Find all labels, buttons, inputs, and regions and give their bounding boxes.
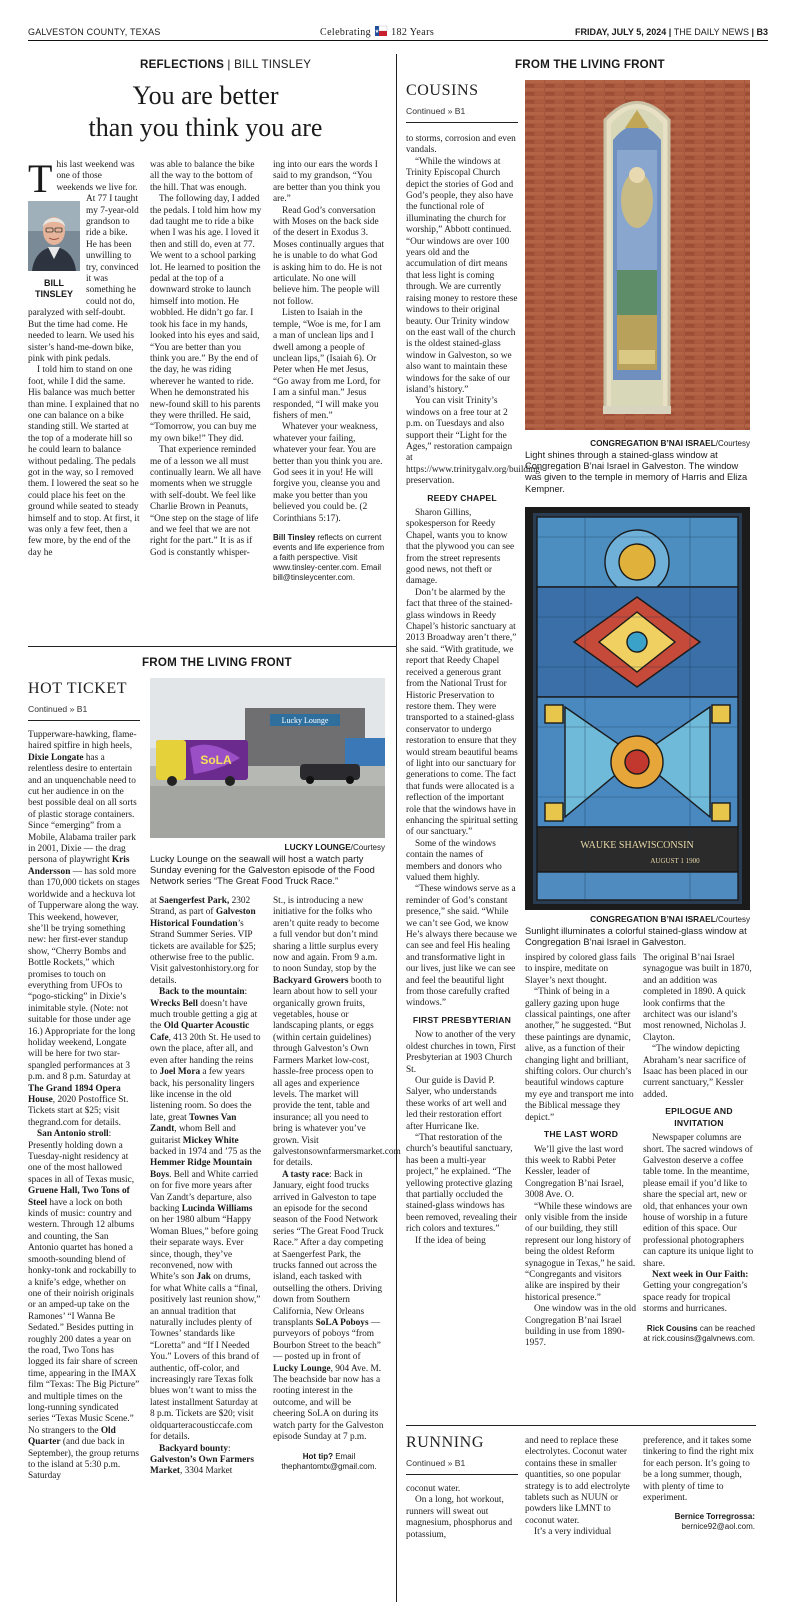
author-last-name: TINSLEY [34, 289, 73, 300]
paragraph: Listen to Isaiah in the temple, “Woe is me, for I am a man of unclean lips and I dwell among a people of unclean lips,” (Isaiah 6). Or Peter when He met Jesus, “Go away from me Lord, for I am a sinful man.” Jesus responded, “I will make you fishers of men.” [273, 308, 381, 421]
paragraph: I told him to stand on one foot, while I did the same. His balance was much better than mine. I explained that no one can balance on a bike standing still. We started at the top of a moderate hill so he could learn to balance without pedaling. The pedals got in the way, so I removed them. I lowered the seat so he could place his feet on the ground while seated to steady himself and to stop. At first, it was only a few feet, then a few more, by the end of the day he [28, 365, 140, 558]
paragraph: One window was in the old Congregation B’nai Israel building in use from 1890-1957. [525, 1304, 636, 1349]
paragraph: The original B’nai Israel synagogue was built in 1870, and an addition was completed in 1890. A quick look confirms that the architect was our island’s most renowned, Nicholas J. Clayton. [643, 953, 752, 1043]
author-photo [28, 201, 80, 271]
drop-cap: T [28, 156, 53, 201]
author-bio [273, 533, 385, 583]
paragraph: San Antonio stroll: Presently holding down a Tuesday-night residency at one of the most hallowed spaces in all of Texas music, Gruene Hall, Two Tons of Steel have a lock on both kinds of music: country and western. Through 12 albums and counting, the San Antonio quartet has honed a smooth-sounding blend of honky-tonk and rockabilly to a knife’s edge, whether on one of their noirish originals or an amped-up take on the Ramones’ “I Wanna Be Sedated.” Besides putting in roughly 200 dates a year on the road, Two Tons has logged its fair share of screen time, appearing in the IMAX film “Texas: The Big Picture” and multiple times on the long-running syndicated series “Texas Music Scene.” No strangers to the Old Quarter (and due back in September), the group returns to the island at 5:30 p.m. Saturday [28, 1129, 140, 1482]
running-col-2 [525, 1436, 637, 1599]
lucky-lounge-credit-source: /Courtesy [350, 843, 385, 852]
running-sig-name: Bernice Torregrossa: [674, 1512, 755, 1522]
lucky-lounge-credit-name: LUCKY LOUNGE [284, 842, 351, 852]
paragraph: Our guide is David P. Salyer, who understands these works of art well and led their restoration effort after Hurricane Ike. [406, 1075, 507, 1132]
paragraph: Whatever your weakness, whatever your failing, whatever your fear. You are better than you think you are. God sees it in you! He will forgive you, cleanse you and make you better than you believed you could be. (2 Corinthians 5:17). [273, 422, 383, 524]
author-first-name: BILL [44, 278, 64, 289]
kicker-section: REFLECTIONS [140, 58, 225, 71]
stained-glass-photo-1 [525, 80, 750, 430]
paragraph: “These windows serve as a reminder of God’s constant presence,” she said. “While we can’t see God, we know He’s always there because we can see and feel His healing and transformative light in our lives, just like we can see and feel the beautiful light from those carefully crafted windows.” [406, 884, 517, 1009]
header-location: GALVESTON COUNTY, TEXAS [28, 27, 161, 37]
paragraph: Back to the mountain: Wrecks Bell doesn’t have much trouble getting a gig at the Old Quarter Acoustic Cafe, 413 20th St. He used to own the place, after all, and even after handing the reins to Joel Mora a few years back, his personality lingers like incense in the old listening room. So does the late, great Townes Van Zandt, whom Bell and guitarist Mickey White backed in 1974 and ’75 as the Hemmer Ridge Mountain Boys. Bell and White carried on for five more years after Van Zandt’s departure, also backing Lucinda Williams on her 1980 album “Happy Woman Blues,” before going their separate ways. Ever since, though, they’ve reconvened, now with White’s son Jak on drums, for what White calls a “final, positively last reunion show,” an annual tradition that naturally includes plenty of Townes’ standards like “Loretta” and “If I Needed You.” Lovers of this brand of authentic, off-color, and increasingly rare Texas folk blues won’t want to miss the latest installment Saturday at 8 p.m. Tickets are $20; visit oldquarteracousticcafe.com for details. [150, 987, 262, 1443]
photo1-credit [525, 438, 750, 448]
hot-ticket-col-2 [150, 896, 262, 1600]
celebrating-label: Celebrating [320, 27, 372, 38]
paragraph: You can visit Trinity’s windows on a free tour at 2 p.m. on Tuesdays and also support their “Light for the Ages,” restoration campaign at https://www.trinitygalv.org/building-preservation. [406, 396, 544, 487]
hot-ticket-photo-credit [150, 842, 385, 852]
paragraph: On a long, hot workout, runners will sweat out magnesium, phosphorus and potassium, [406, 1495, 513, 1540]
hot-ticket-rule [28, 720, 140, 721]
next-week-label: Next week in Our Faith: [652, 1269, 749, 1280]
paragraph: “Think of being in a gallery gazing upon huge classical paintings, one after another,” he suggested. “But these paintings are dynamic, alive, as a function of their changing light and brilliant, shifting colors. Our church’s beautiful windows capture my eye and transport me into the Biblical message they depict.” [525, 987, 634, 1123]
author-photo-block [28, 201, 80, 300]
cousins-col-2 [525, 953, 637, 1423]
author-photo-name [28, 278, 80, 300]
paragraph: Don’t be alarmed by the fact that three of the stained-glass windows in Reedy Chapel’s historic sanctuary at 2013 Broadway aren’t there,” she said. “With gratitude, we report that Reedy Chapel received a generous grant from the National Trust for Historic Preservation to restore them. They were transported to a stained-glass conservator to undergo restoration to ensure that they would stream beautiful beams of light into our sanctuary for generations to come. The fact that funds were allocated is a reflection of the important role that the windows have in enhancing the spiritual setting of our sanctuary.” [406, 587, 518, 838]
reflections-col-3 [273, 160, 385, 640]
paragraph: The following day, I added the pedals. I told him how my dad taught me to ride a bike when I was his age. I loved it then and still do, even at 77. We went to a school parking lot. He learned to position the pedal at the top of a downward stroke to launch himself into motion. He wobbled. He didn’t go far. I took his face in my hands, looked into his eyes and said, “You are better than you think you are.” By the end of the day, he was riding wherever he wanted to ride. When he demonstrated his new-found skill to his parents they were thrilled. He said, “Tomorrow, you can buy me my own bike!” They did. [150, 194, 262, 444]
paragraph: “While the windows at Trinity Episcopal Church depict the stories of God and God’s people, they also have the functional role of illuminating the church for worship,” Abbott continued. “Our windows are over 100 years old and the accumulation of dirt means that less light is coming through. We are currently raising money to restore these windows to their original beauty. Our Trinity window on the east wall of the church is the oldest stained-glass window in Galveston, so we also want to maintain these windows for the sake of our island’s history.” [406, 156, 518, 395]
running-rule [406, 1474, 518, 1475]
paragraph [643, 1270, 755, 1316]
running-continued[interactable]: Continued » B1 [406, 1458, 466, 1468]
headline-line-1: You are better [132, 81, 279, 110]
paragraph: We’ll give the last word this week to Rabbi Peter Kessler, leader of Congregation B’nai Israel, 3008 Ave. O. [525, 1144, 624, 1201]
reflections-headline [28, 80, 383, 144]
header-date: FRIDAY, JULY 5, 2024 [575, 27, 667, 37]
window-inscription-1: WAUKE SHAWISCONSIN [580, 840, 694, 851]
bio-text: reflects on current events and life experience from a faith perspective. Visit www.tinsley-center.com. Email bill@tinsleycenter.com. [273, 533, 385, 582]
paragraph: It’s a very individual [534, 1527, 612, 1538]
column-divider [396, 54, 397, 1602]
paragraph: “The window depicting Abraham’s near sacrifice of Isaac has been placed in our current sanctuary,” Kessler added. [643, 1044, 748, 1100]
paragraph: Read God’s conversation with Moses on the back side of the desert in Exodus 3. Moses continually argues that he is unable to do what God is asking him to do. He is not articulate. No one will believe him. The people will not follow. [273, 205, 385, 307]
paragraph: Backyard bounty: Galveston’s Own Farmers Market, 3304 Market [150, 1443, 254, 1477]
running-signoff [643, 1512, 755, 1532]
paragraph: ing into our ears the words I said to my grandson, “You are better than you think you are.” [273, 160, 381, 205]
cousins-sig-text: can be reached at rick.cousins@galvnews.com. [643, 1323, 755, 1343]
hot-ticket-col-3 [273, 896, 401, 1600]
living-front-kicker: FROM THE LIVING FRONT [515, 58, 665, 71]
running-col-3 [643, 1436, 755, 1599]
paragraph: Sharon Gillins, spokesperson for Reedy Chapel, wants you to know that the plywood you can see from the street represents good news, not theft or damage. [406, 508, 515, 587]
running-col-1 [406, 1484, 518, 1599]
next-week-text: Getting your congregation’s space ready for tropical storms and hurricanes. [643, 1281, 748, 1315]
bio-name: Bill Tinsley [273, 533, 316, 542]
photo1-credit-name: CONGREGATION B’NAI ISRAEL [590, 438, 716, 448]
window-inscription-2: AUGUST 1 1900 [650, 857, 700, 865]
texas-flag-icon [375, 26, 387, 36]
celebrating-years: 182 Years [391, 27, 435, 38]
hot-ticket-continued[interactable]: Continued » B1 [28, 704, 88, 714]
running-header [406, 1434, 518, 1475]
hot-ticket-kicker: FROM THE LIVING FRONT [142, 656, 292, 669]
reflections-col-2 [150, 160, 262, 640]
reflections-kicker: REFLECTIONS | BILL TINSLEY [140, 58, 312, 71]
page-header [0, 0, 796, 36]
header-celebrating [320, 26, 434, 38]
running-sig-text: bernice92@aol.com. [681, 1522, 755, 1532]
photo1-caption: Light shines through a stained-glass window at Congregation B’nai Israel in Galveston. The window was given to the temple in memory of Harris and Eliza Kempner. [525, 450, 748, 494]
cousins-title: COUSINS [406, 82, 479, 99]
header-rule [28, 40, 768, 41]
cousins-continued[interactable]: Continued » B1 [406, 106, 466, 116]
paragraph: at Saengerfest Park, 2302 Strand, as part of Galveston Historical Foundation’s Strand Summer Series. VIP tickets are available for $25; otherwise free to the public. Visit galvestonhistory.org for details. [150, 896, 259, 986]
paragraph: “While these windows are only visible from the inside of our building, they still represent our long history of being the oldest Reform synagogue in Texas,” he said. “Congregants and visitors alike are inspired by their historical presence.” [525, 1201, 636, 1303]
paragraph: St., is introducing a new initiative for the folks who aren’t quite ready to become a full vendor but don’t mind sharing a little surplus every now and again. From 9 a.m. to noon Sunday, stop by the Backyard Growers booth to learn about how to sell your organically grown fruits, vegetables, house or landscaping plants, or eggs (within certain guidelines) through Galveston’s Own Farmers Market low-cost, hassle-free process open to all ages and experience levels. The market will provide the tent, table and insurance; all you need to bring is whatever you’ve grown. Visit galvestonsownfarmersmarket.com for details. [273, 896, 401, 1169]
sign-text: Lucky Lounge [281, 716, 329, 725]
cousins-rule [406, 122, 518, 123]
paragraph: That experience reminded me of a lesson we all must continually learn. We all have moments when we struggle with self-doubt. We feel like Charlie Brown in Peanuts, “One step on the stage of life and we feel that we are not right for the part.” It is as if God is constantly whisper- [150, 445, 261, 558]
subhead-epilogue: EPILOGUE AND INVITATION [665, 1106, 733, 1128]
paragraph: Now to another of the very oldest churches in town, First Presbyterian at 1903 Church St. [406, 1030, 516, 1075]
stained-glass-photo-2 [525, 507, 750, 910]
hot-ticket-header [28, 680, 140, 721]
header-page-number: B3 [756, 27, 768, 37]
running-divider [406, 1425, 756, 1426]
header-paper: THE DAILY NEWS [673, 27, 749, 37]
photo2-credit [525, 914, 750, 924]
reflections-col-1 [28, 156, 140, 640]
paragraph: If the idea of being [415, 1235, 486, 1246]
cousins-signoff [643, 1324, 755, 1344]
photo2-credit-name: CONGREGATION B’NAI ISRAEL [590, 914, 716, 924]
header-date-page: FRIDAY, JULY 5, 2024 | THE DAILY NEWS | B3 [575, 27, 768, 37]
cousins-col-3 [643, 953, 755, 1423]
paragraph: coconut water. [406, 1484, 461, 1494]
subhead-last-word: THE LAST WORD [543, 1129, 619, 1140]
subhead-reedy-chapel: REEDY CHAPEL [427, 492, 497, 503]
hot-ticket-col-1 [28, 730, 140, 1600]
paragraph: inspired by colored glass fails to inspire, meditate on Slayer’s next thought. [525, 953, 637, 986]
paragraph: and need to replace these electrolytes. Coconut water contains these in smaller quantities, so one popular strategy is to add electrolyte tablets such as NUUN or powders like LMNT to coconut water. [525, 1436, 630, 1526]
paragraph: Some of the windows contain the names of members and donors who valued them highly. [406, 838, 502, 883]
cousins-sig-name: Rick Cousins [646, 1323, 698, 1333]
cousins-col-1 [406, 134, 544, 1434]
hot-ticket-photo-caption: Lucky Lounge on the seawall will host a watch party Sunday evening for the Galveston episode of the Food Network series “The Great Food Truck Race.” [150, 854, 375, 887]
hot-ticket-title: HOT TICKET [28, 680, 128, 697]
cousins-header [406, 82, 518, 123]
paragraph: was able to balance the bike all the way to the bottom of the hill. That was enough. [150, 160, 255, 193]
paragraph: preference, and it takes some tinkering to find the right mix for each person. It’s going to be a long summer, though, with plenty of time to experiment. [643, 1436, 754, 1504]
photo2-credit-source: /Courtesy [715, 915, 750, 924]
paragraph: A tasty race: Back in January, eight food trucks arrived in Galveston to tape an episode for the second season of the Food Network series “The Great Food Truck Race.” After a day competing at Saengerfest Park, the trucks fanned out across the island, each tasked with outselling the others. Driving down from Southern California, New Orleans transplants SoLA Poboys — purveyors of poboys “from Bourbon Street to the beach” — posted up in front of Lucky Lounge, 904 Ave. M. The beachside bar now has a rooting interest in the outcome, and will be cheering SoLA on during its watch party for the Galveston episode Sunday at 7 p.m. [273, 1169, 384, 1443]
lead-paragraph: his last weekend was one of those weekends we live for. At 77 I taught my 7-year-old grandson to ride a bike. He has been unwilling to try, convinced it was something he could not do, paralyzed with self-doubt. But the time had come. He needed to learn. We used his sister’s hand-me-down bike, pink with pink pedals. [28, 160, 139, 364]
headline-line-2: than you think you are [88, 113, 323, 142]
photo2-caption: Sunlight illuminates a colorful stained-glass window at Congregation B’nai Israel in Galveston. [525, 926, 747, 948]
hot-tip-text: Email thephantomtx@gmail.com. [281, 1451, 377, 1471]
lucky-lounge-photo [150, 678, 385, 838]
photo1-credit-source: /Courtesy [715, 439, 750, 448]
paragraph: to storms, corrosion and even vandals. [406, 134, 516, 156]
hot-tip [273, 1452, 385, 1472]
kicker-author: BILL TINSLEY [234, 58, 312, 71]
paragraph: Newspaper columns are short. The sacred windows of Galveston deserve a coffee table tome. In the meantime, please email if you’d like to share the special art, new or old, that enhances your own house of worship in a future edition of this space. Our professional photographers can capture its unique light to share. [643, 1133, 754, 1269]
paragraph: “That restoration of the church’s beautiful sanctuary, has been a multi-year project,” he explained. “The yellowing protective glazing that partially occluded the stained-glass windows has been removed, revealing their rich colors and textures.” [406, 1132, 517, 1235]
subhead-first-presbyterian: FIRST PRESBYTERIAN [412, 1014, 512, 1025]
truck-text: SoLA [200, 753, 232, 767]
paragraph: Tupperware-hawking, flame-haired spitfire in high heels, Dixie Longate has a relentless desire to entertain and an unquenchable need to cut her audience in on the best possible deal on all sorts of plastic storage containers. Since “emerging” from a Mobile, Alabama trailer park in 2001, Dixie — the drag persona of playwright Kris Andersson — has sold more than 170,000 tickets on stages worldwide and a heckuva lot of Tupperware along the way. This weekend, however, she’ll be trying something new: her first-ever standup show, “Cherry Bombs and Bottle Rockets,” which promises to touch on everything from UFOs to “pogo-sticking” in Dixie’s inimitable style. (Note: not suitable for those under age 16.) Appropriate for the long holiday weekend, Longate will be here for two star-spangled performances at 3 p.m. and 8 p.m. Saturday at The Grand 1894 Opera House, 2020 Postoffice St. Tickets start at $25; visit thegrand.com for details. [28, 730, 140, 1128]
section-divider [28, 646, 396, 647]
running-title: RUNNING [406, 1434, 484, 1451]
hot-tip-label: Hot tip? [302, 1451, 333, 1461]
